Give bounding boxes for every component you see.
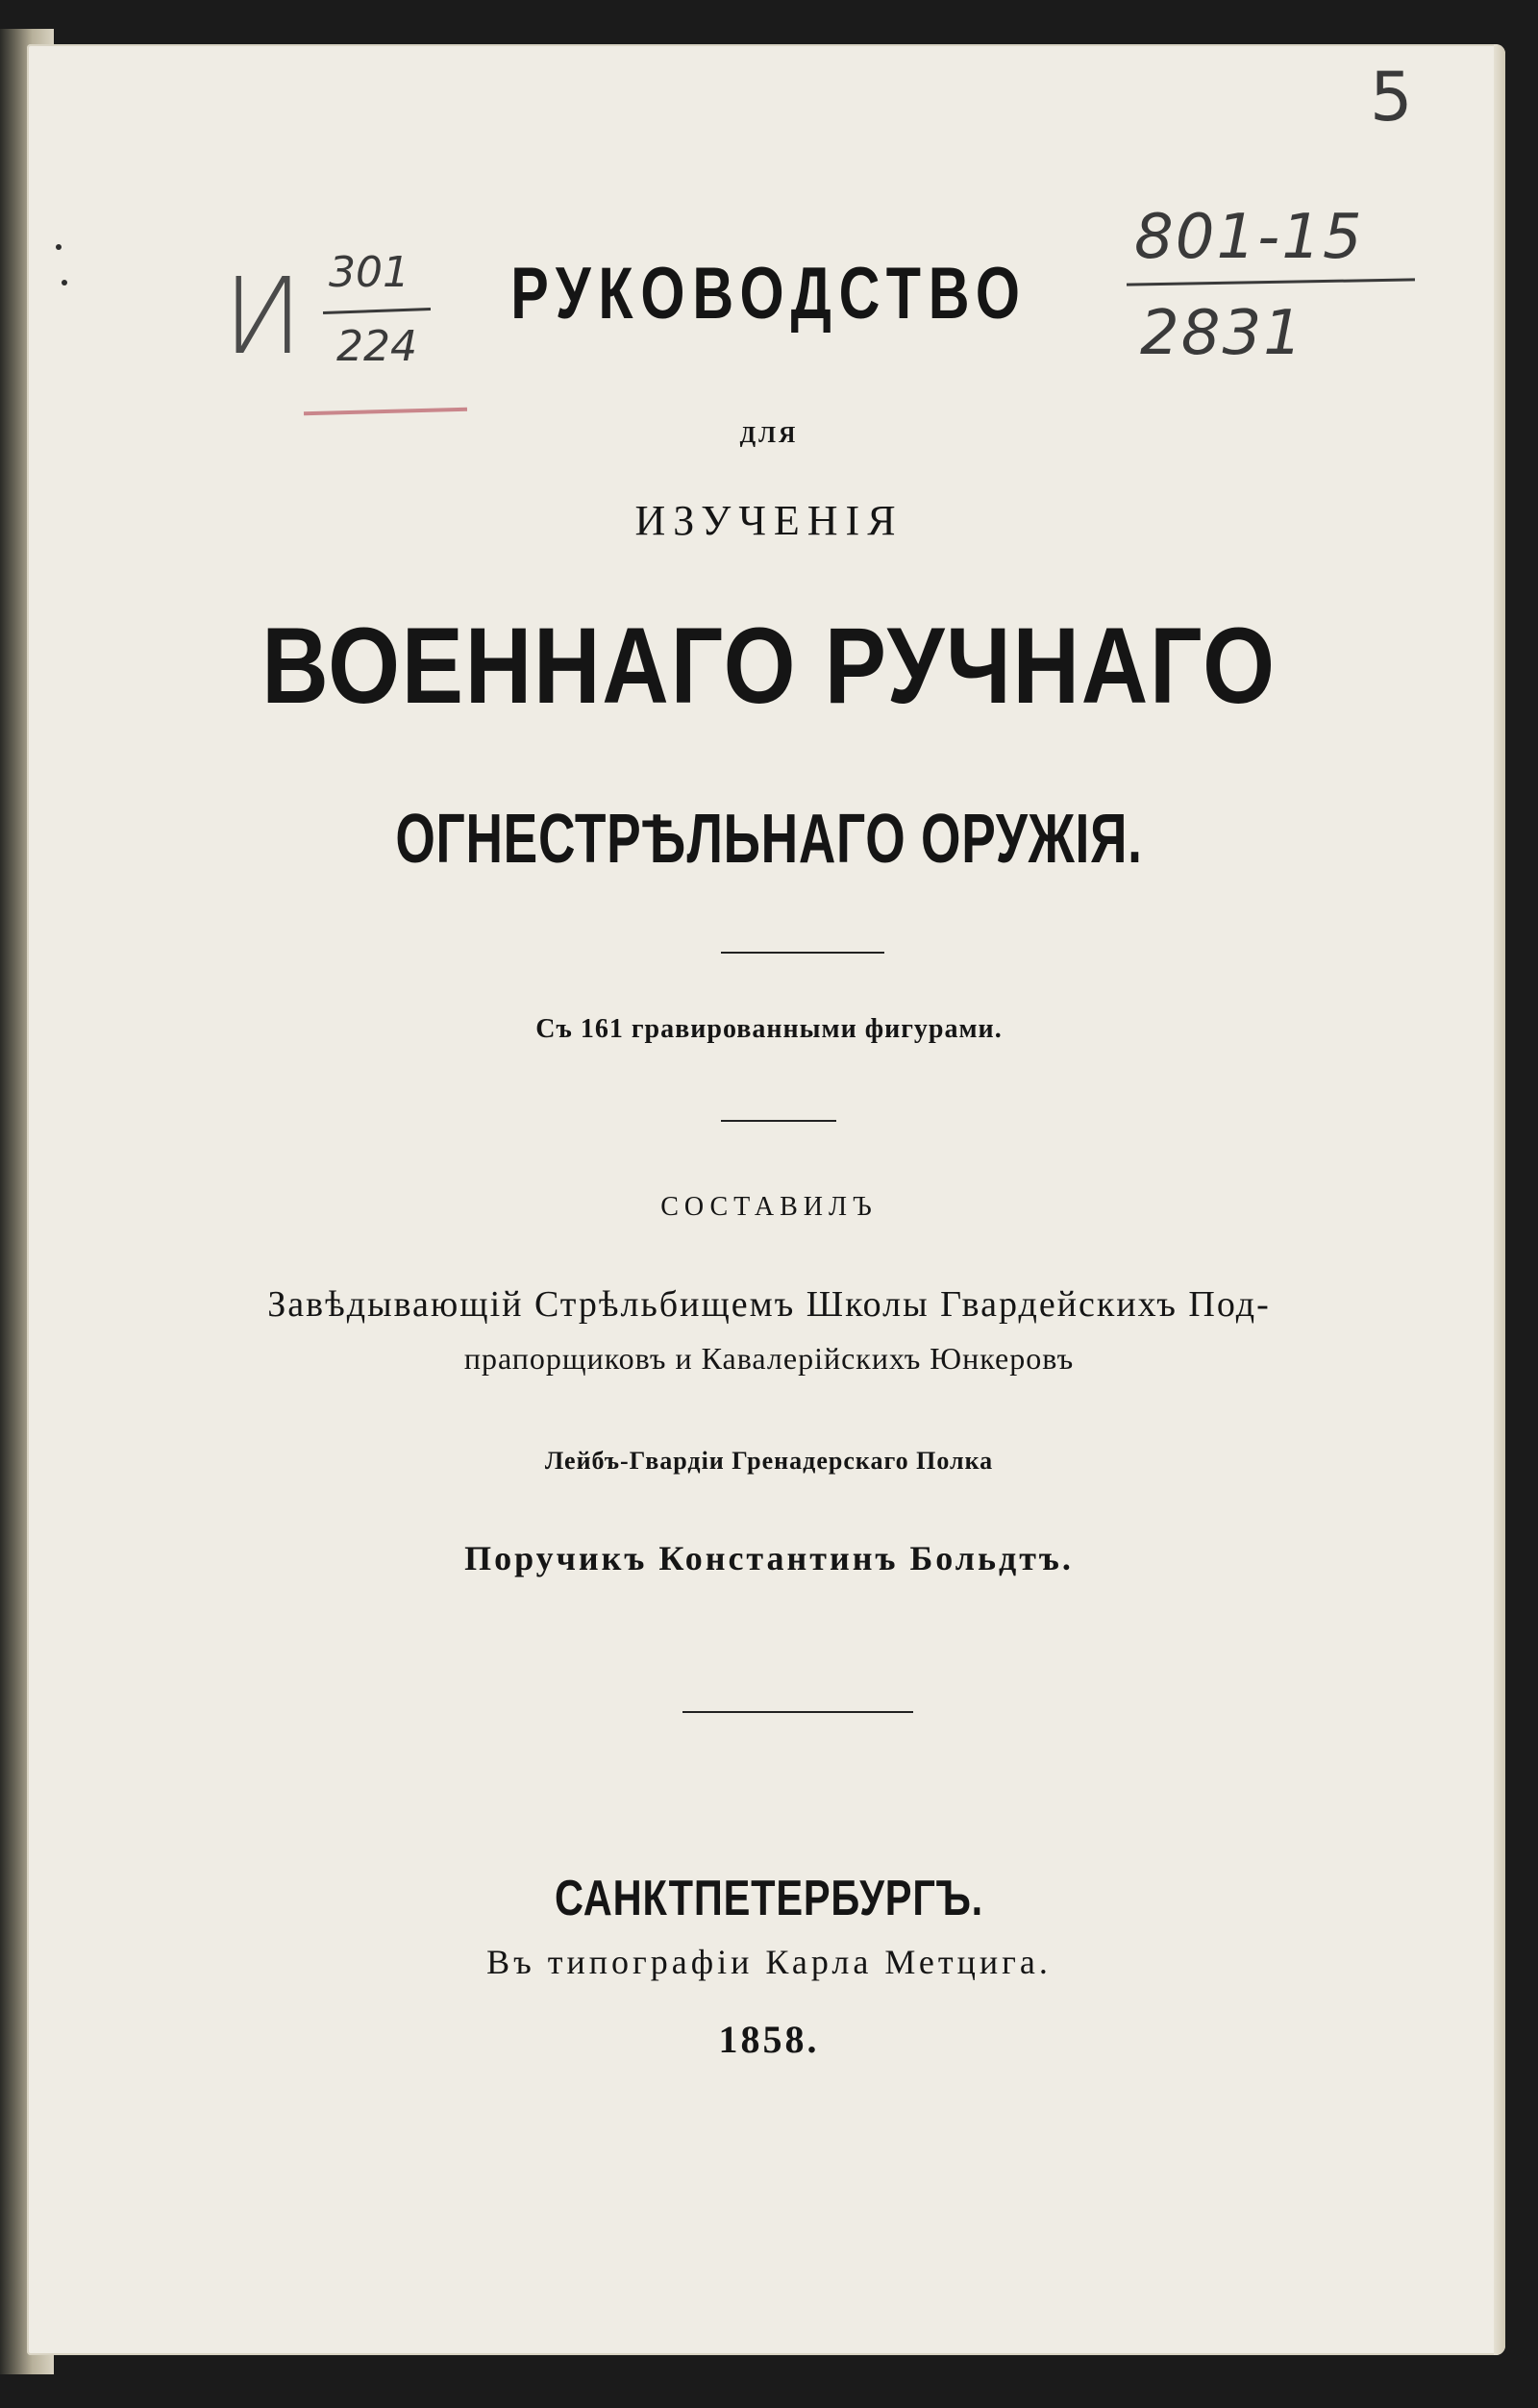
title-study: ИЗУЧЕНІЯ xyxy=(634,497,904,544)
author-name: Поручикъ Константинъ Больдтъ. xyxy=(464,1539,1074,1577)
title-subject-line-1: ВОЕННАГО РУЧНАГО xyxy=(261,606,1277,726)
handwritten-catalog-letter: И xyxy=(223,255,304,378)
author-position-line-1: Завѣдывающій Стрѣльбищемъ Школы Гвардейскихъ Под- xyxy=(267,1284,1271,1325)
divider-rule xyxy=(682,1711,913,1713)
handwritten-corner-mark: 5 xyxy=(1370,58,1413,137)
ink-speck xyxy=(62,280,67,285)
imprint-printer: Въ типографіи Карла Метцига. xyxy=(486,1943,1052,1981)
figures-note: Съ 161 гравированными фигурами. xyxy=(535,1014,1003,1044)
imprint-year: 1858. xyxy=(718,2018,820,2061)
author-position-line-2: прапорщиковъ и Кавалерійскихъ Юнкеровъ xyxy=(463,1341,1075,1376)
handwritten-shelfmark-bottom: 2831 xyxy=(1140,298,1304,369)
book-title: РУКОВОДСТВО xyxy=(510,253,1028,335)
ink-speck xyxy=(56,244,62,250)
handwritten-catalog-number-bottom: 224 xyxy=(336,322,417,371)
divider-rule xyxy=(721,1120,836,1122)
handwritten-catalog-number-top: 301 xyxy=(329,248,409,297)
regiment-line: Лейбъ-Гвардіи Гренадерскаго Полка xyxy=(544,1447,994,1475)
handwritten-shelfmark-top: 801-15 xyxy=(1134,202,1364,273)
divider-rule xyxy=(721,952,884,954)
imprint-city: САНКТПЕТЕРБУРГЪ. xyxy=(554,1871,984,1926)
compiled-by-label: СОСТАВИЛЪ xyxy=(660,1192,878,1222)
title-subject-line-2: ОГНЕСТРѢЛЬНАГО ОРУЖІЯ. xyxy=(395,801,1143,878)
title-preposition: ДЛЯ xyxy=(739,423,799,448)
